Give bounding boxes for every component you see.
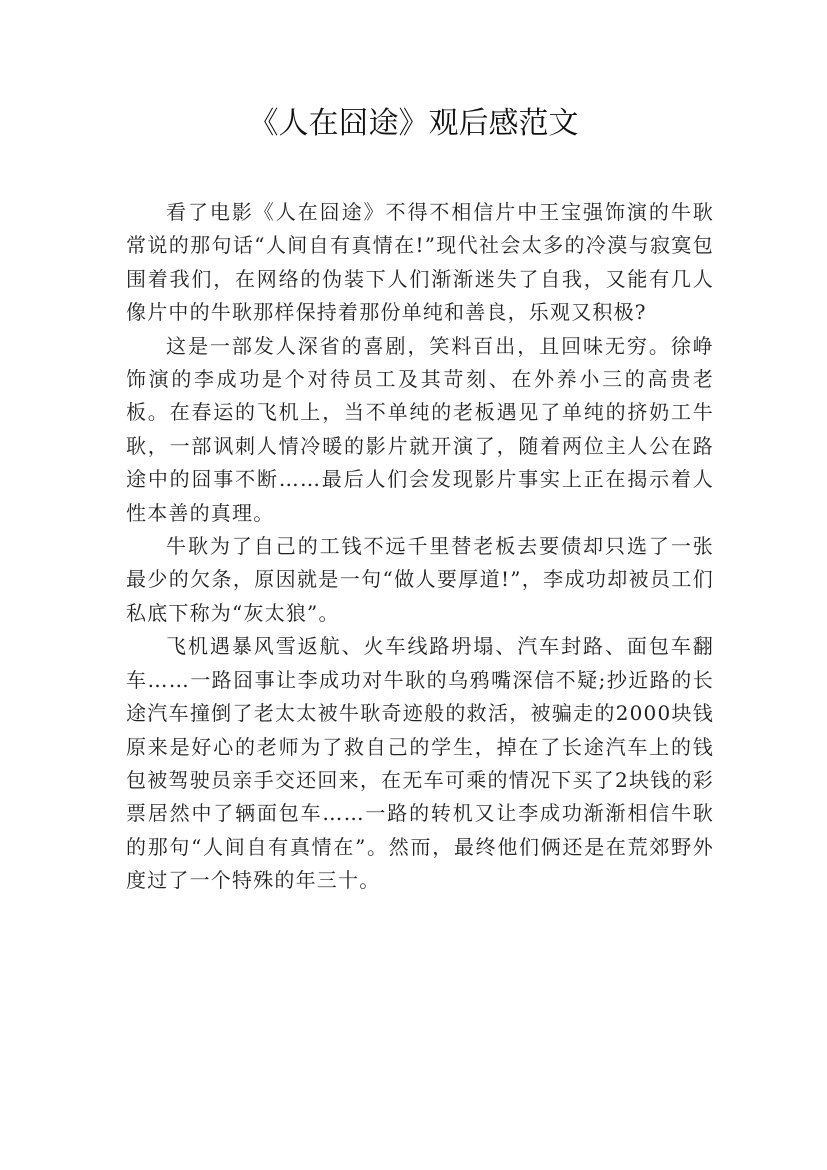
paragraph-4: 飞机遇暴风雪返航、火车线路坍塌、汽车封路、面包车翻车……一路囧事让李成功对牛耿的乌鸦嘴深信不疑;抄近路的长途汽车撞倒了老太太被牛耿奇迹般的救活，被骗走的2000块钱原来是好心的老师为了救自己的学生，掉在了长途汽车上的钱包被驾驶员亲手交还回来，在无车可乘的情况下买了2块钱的彩票居然中了辆面包车……一路的转机又让李成功渐渐相信牛耿的那句“人间自有真情在”。然而，最终他们俩还是在荒郊野外度过了一个特殊的年三十。 [126,634,714,893]
paragraph-3: 牛耿为了自己的工钱不远千里替老板去要债却只选了一张最少的欠条，原因就是一句“做人要厚道!”，李成功却被员工们私底下称为“灰太狼”。 [126,534,714,625]
paragraph-2: 这是一部发人深省的喜剧，笑料百出，且回味无穷。徐峥饰演的李成功是个对待员工及其苛刻、在外养小三的高贵老板。在春运的飞机上，当不单纯的老板遇见了单纯的挤奶工牛耿，一部讽刺人情冷暖的影片就开演了，随着两位主人公在路途中的囧事不断……最后人们会发现影片事实上正在揭示着人性本善的真理。 [126,333,714,525]
paragraph-1: 看了电影《人在囧途》不得不相信片中王宝强饰演的牛耿常说的那句话“人间自有真情在!”现代社会太多的冷漠与寂寞包围着我们，在网络的伪装下人们渐渐迷失了自我，又能有几人像片中的牛耿那样保持着那份单纯和善良，乐观又积极? [126,200,714,325]
document-title: 《人在囧途》观后感范文 [248,106,579,141]
document-body [126,196,714,898]
